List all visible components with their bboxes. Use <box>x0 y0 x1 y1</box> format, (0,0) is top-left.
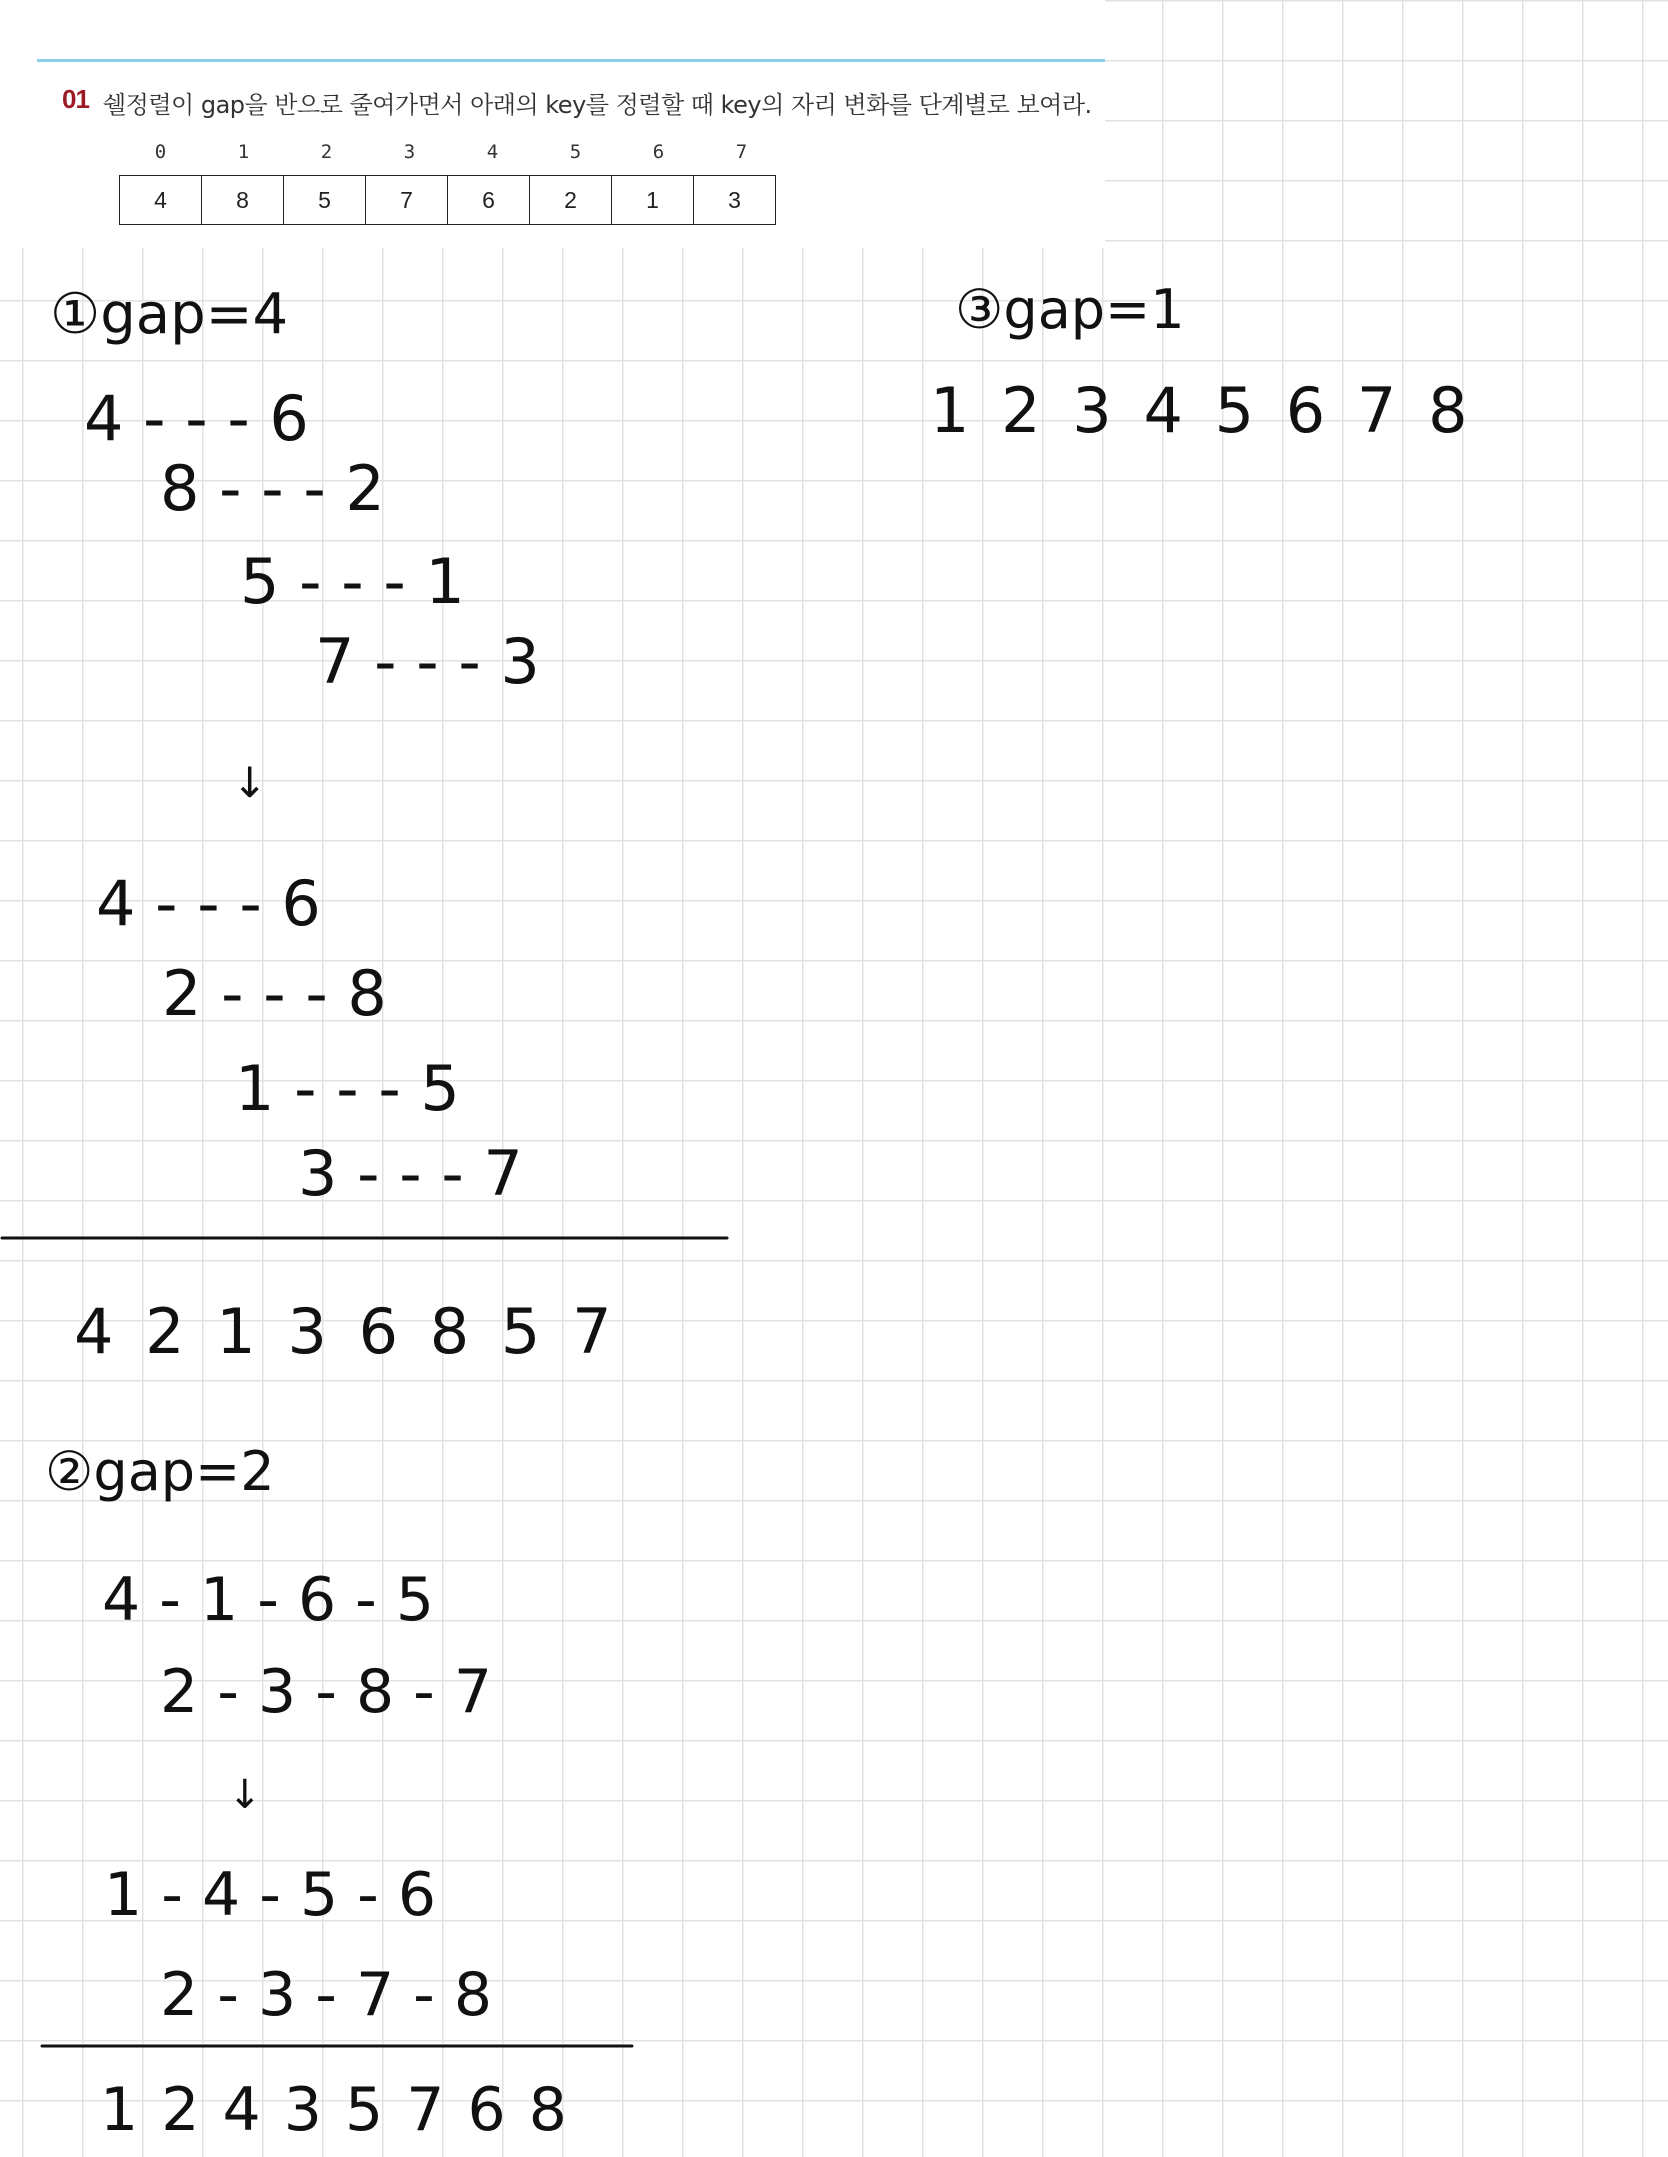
step1-before-row: 8 - - - 2 <box>160 452 385 525</box>
step2-before-row: 4 - 1 - 6 - 5 <box>102 1565 435 1635</box>
step2-before-row: 2 - 3 - 8 - 7 <box>160 1657 493 1727</box>
step2-after-row: 1 - 4 - 5 - 6 <box>104 1860 437 1930</box>
index-label: 3 <box>403 141 416 163</box>
key-cell: 4 <box>120 176 202 225</box>
step2-after-row: 2 - 3 - 7 - 8 <box>160 1960 493 2030</box>
key-cell: 8 <box>202 176 284 225</box>
key-cell: 3 <box>694 176 776 225</box>
step1-heading: ①gap=4 <box>50 282 289 347</box>
down-arrow-icon: ↓ <box>232 758 268 807</box>
index-label: 7 <box>735 141 748 163</box>
key-cell: 7 <box>366 176 448 225</box>
question-number: 01 <box>62 84 89 114</box>
index-label: 1 <box>237 141 250 163</box>
index-label: 5 <box>569 141 582 163</box>
step1-after-row: 1 - - - 5 <box>235 1052 460 1125</box>
key-cell: 2 <box>530 176 612 225</box>
index-label: 2 <box>320 141 333 163</box>
key-cell: 5 <box>284 176 366 225</box>
step1-after-row: 4 - - - 6 <box>96 867 321 940</box>
step2-heading: ②gap=2 <box>45 1440 275 1503</box>
key-cell: 1 <box>612 176 694 225</box>
step3-heading: ③gap=1 <box>955 278 1185 341</box>
step2-result: 1 2 4 3 5 7 6 8 <box>100 2075 569 2145</box>
step3-result: 1 2 3 4 5 6 7 8 <box>930 374 1474 447</box>
down-arrow-icon: ↓ <box>228 1772 262 1818</box>
index-label: 4 <box>486 141 499 163</box>
step1-result: 4 2 1 3 6 8 5 7 <box>74 1295 618 1368</box>
question-text: 쉘정렬이 gap을 반으로 줄여가면서 아래의 key를 정렬할 때 key의 자리 변화를 단계별로 보여라. <box>103 91 1092 119</box>
key-cell: 6 <box>448 176 530 225</box>
step1-before-row: 5 - - - 1 <box>240 545 465 618</box>
index-label: 0 <box>154 141 167 163</box>
step1-after-row: 2 - - - 8 <box>162 957 387 1030</box>
step1-before-row: 4 - - - 6 <box>84 382 309 455</box>
index-label: 6 <box>652 141 665 163</box>
step1-before-row: 7 - - - 3 <box>315 625 540 698</box>
step1-after-row: 3 - - - 7 <box>298 1137 523 1210</box>
